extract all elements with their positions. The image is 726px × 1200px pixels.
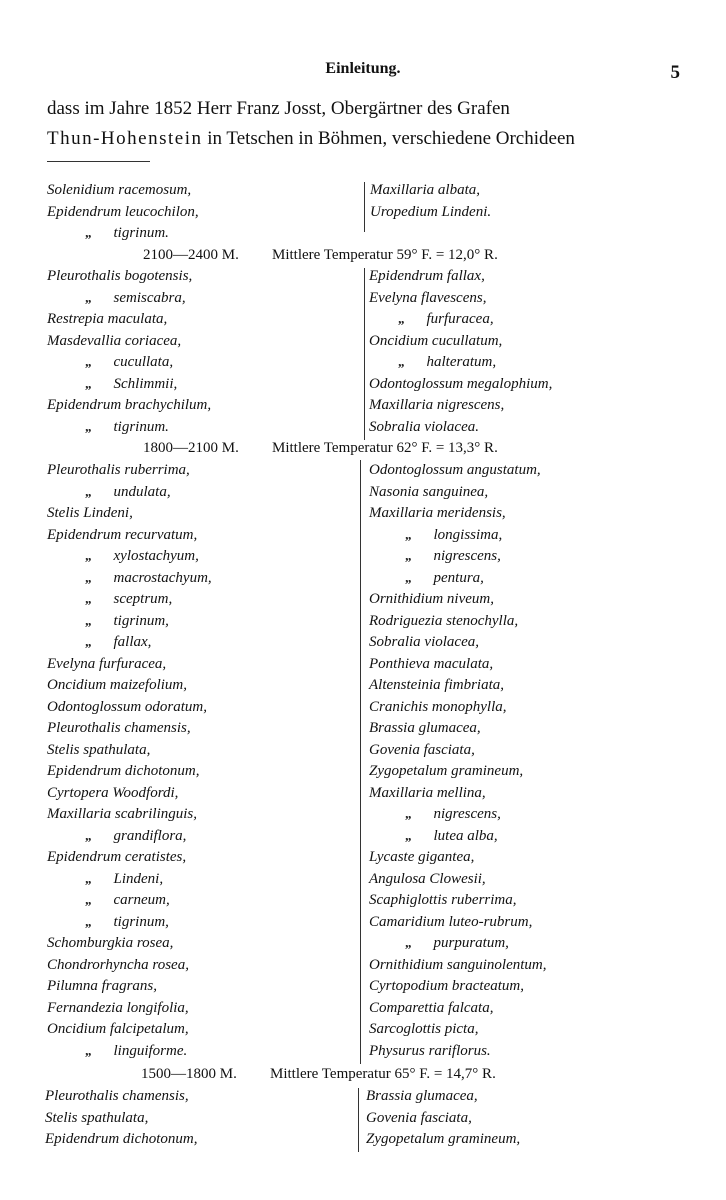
species-name: xylostachyum, — [113, 548, 199, 564]
altitude-range: 1800—2100 M. — [143, 440, 239, 456]
species-entry — [47, 718, 191, 738]
species-name: semiscabra, — [113, 289, 186, 306]
species-entry — [369, 266, 485, 286]
species-name: Cranichis monophylla, — [369, 698, 507, 715]
ditto-mark: „ — [85, 375, 92, 391]
species-name: Lindeni, — [113, 870, 164, 887]
species-name: Chondrorhyncha rosea, — [47, 956, 189, 973]
species-name: fallax, — [113, 634, 152, 650]
intro-line-1: dass im Jahre 1852 Herr Franz Josst, Obergärtner des Grafen — [47, 98, 510, 119]
species-entry — [405, 826, 498, 846]
ditto-mark: „ — [405, 827, 412, 843]
species-entry — [369, 417, 479, 437]
species-entry — [369, 331, 502, 351]
species-entry — [47, 933, 173, 953]
intro-line-2-rest: in Tetschen in Böhmen, verschiedene Orchideen — [202, 128, 575, 149]
ditto-mark: „ — [85, 892, 92, 907]
species-name: Altensteinia fimbriata, — [369, 677, 504, 693]
species-entry — [45, 1129, 197, 1149]
species-entry — [369, 675, 504, 695]
species-name: Sarcoglottis picta, — [369, 1021, 479, 1037]
species-entry — [369, 503, 506, 523]
species-name: Govenia fasciata, — [366, 1109, 472, 1126]
column-divider — [364, 182, 365, 232]
species-entry — [47, 460, 190, 480]
species-entry — [47, 309, 167, 329]
species-name: Camaridium luteo-rubrum, — [369, 913, 533, 930]
intro-line-2 — [47, 128, 681, 150]
species-name: Oncidium cucullatum, — [369, 332, 503, 349]
species-name: Fernandezia longifolia, — [47, 999, 189, 1016]
species-name: nigrescens, — [433, 548, 501, 564]
species-entry — [45, 1086, 189, 1106]
species-name: Pleurothalis bogotensis, — [47, 268, 193, 284]
species-name: sceptrum, — [113, 591, 173, 607]
ditto-mark: „ — [85, 225, 92, 240]
species-entry — [47, 202, 199, 222]
species-entry — [47, 998, 189, 1018]
species-entry — [405, 804, 501, 824]
species-name: Odontoglossum angustatum, — [369, 462, 541, 478]
ditto-mark: „ — [85, 483, 92, 499]
species-entry — [85, 417, 169, 437]
species-entry — [85, 546, 199, 566]
species-entry — [85, 589, 172, 609]
species-name: Maxillaria nigrescens, — [369, 397, 505, 413]
species-name: nigrescens, — [433, 806, 501, 822]
species-entry — [369, 1019, 478, 1039]
species-entry — [47, 525, 197, 545]
species-name: tigrinum, — [113, 913, 169, 930]
species-entry — [405, 933, 509, 953]
species-name: Epidendrum leucochilon, — [47, 203, 199, 220]
species-entry — [45, 1108, 148, 1128]
species-name: Uropedium Lindeni. — [370, 203, 492, 220]
species-entry — [369, 847, 474, 867]
species-name: Pleurothalis chamensis, — [47, 720, 191, 736]
species-name: Nasonia sanguinea, — [369, 483, 489, 500]
species-entry — [369, 611, 518, 631]
species-entry — [85, 912, 169, 932]
running-header — [0, 60, 726, 84]
species-entry — [47, 976, 157, 996]
species-name: Sobralia violacea. — [369, 418, 479, 435]
species-entry — [47, 654, 166, 674]
species-entry — [369, 740, 475, 760]
species-entry — [47, 783, 178, 803]
ditto-mark: „ — [398, 311, 405, 326]
species-name: furfuracea, — [426, 311, 494, 327]
species-name: tigrinum. — [113, 225, 169, 241]
species-name: Oncidium falcipetalum, — [47, 1021, 189, 1037]
ditto-mark: „ — [85, 1042, 92, 1058]
species-name: Masdevallia coriacea, — [47, 332, 182, 349]
species-entry — [85, 568, 212, 588]
ditto-mark: „ — [85, 827, 92, 843]
species-name: Brassia glumacea, — [369, 720, 481, 736]
species-entry — [405, 525, 502, 545]
species-entry — [366, 1086, 478, 1106]
ditto-mark: „ — [405, 548, 412, 563]
species-name: Schlimmii, — [113, 375, 178, 392]
species-name: grandiflora, — [113, 827, 187, 844]
species-entry — [398, 309, 494, 329]
species-entry — [366, 1129, 520, 1149]
temperature-text: Mittlere Temperatur 62° F. = 13,3° R. — [272, 440, 498, 456]
altitude-range: 1500—1800 M. — [141, 1066, 237, 1082]
species-entry — [85, 611, 169, 631]
species-entry — [369, 869, 486, 889]
species-name: Zygopetalum gramineum, — [366, 1131, 521, 1147]
ditto-mark: „ — [405, 935, 412, 950]
ditto-mark: „ — [398, 354, 405, 369]
species-entry — [85, 223, 169, 243]
species-entry — [85, 288, 186, 308]
species-entry — [85, 826, 186, 846]
species-name: Epidendrum dichotonum, — [47, 763, 200, 779]
ditto-mark: „ — [85, 634, 92, 649]
species-name: Zygopetalum gramineum, — [369, 763, 524, 779]
species-entry — [47, 503, 133, 523]
species-entry — [405, 568, 484, 588]
species-name: Ponthieva maculata, — [369, 655, 494, 672]
species-name: Oncidium maizefolium, — [47, 677, 187, 693]
ditto-mark: „ — [85, 418, 92, 434]
temperature-band-2 — [0, 440, 726, 460]
species-name: tigrinum. — [113, 418, 169, 435]
species-entry — [369, 718, 481, 738]
species-entry — [369, 374, 552, 394]
species-name: pentura, — [433, 569, 484, 586]
chapter-title: Einleitung. — [325, 60, 401, 77]
species-entry — [85, 482, 171, 502]
species-name: carneum, — [113, 892, 170, 908]
species-name: Cyrtopera Woodfordi, — [47, 784, 179, 801]
temperature-text: Mittlere Temperatur 59° F. = 12,0° R. — [272, 247, 498, 263]
species-entry — [369, 654, 493, 674]
species-entry — [47, 955, 189, 975]
species-name: Physurus rariflorus. — [369, 1042, 491, 1059]
species-name: Epidendrum ceratistes, — [47, 849, 187, 865]
species-entry — [85, 374, 177, 394]
species-name: purpuratum, — [433, 935, 509, 951]
species-name: Govenia fasciata, — [369, 741, 475, 758]
species-name: macrostachyum, — [113, 569, 212, 586]
species-entry — [47, 331, 181, 351]
species-name: Angulosa Clowesii, — [369, 870, 486, 887]
species-name: Evelyna furfuracea, — [47, 655, 167, 672]
species-name: Comparettia falcata, — [369, 999, 494, 1016]
species-name: Brassia glumacea, — [366, 1088, 478, 1104]
species-entry — [369, 632, 479, 652]
column-divider — [364, 268, 365, 440]
species-entry — [47, 761, 199, 781]
species-entry — [369, 482, 488, 502]
column-divider — [360, 460, 361, 1064]
species-name: Maxillaria scabrilinguis, — [47, 806, 197, 822]
ditto-mark: „ — [85, 913, 92, 929]
species-entry — [369, 998, 493, 1018]
species-name: Evelyna flavescens, — [369, 289, 487, 306]
ditto-mark: „ — [405, 806, 412, 821]
ditto-mark: „ — [85, 289, 92, 305]
ditto-mark: „ — [85, 591, 92, 606]
ditto-mark: „ — [85, 548, 92, 563]
species-entry — [398, 352, 496, 372]
separator-rule — [47, 161, 150, 162]
species-entry — [47, 697, 207, 717]
temperature-band-1 — [0, 247, 726, 267]
column-divider — [358, 1088, 359, 1152]
intro-spaced-name: Thun-Hohenstein — [47, 128, 203, 149]
species-entry — [47, 740, 150, 760]
species-entry — [370, 202, 491, 222]
temperature-band-3 — [0, 1066, 726, 1086]
species-entry — [47, 180, 191, 200]
species-entry — [369, 1041, 491, 1061]
species-name: undulata, — [113, 483, 171, 500]
species-name: lutea alba, — [433, 827, 498, 844]
species-entry — [369, 783, 486, 803]
species-name: Pleurothalis ruberrima, — [47, 462, 190, 478]
species-name: linguiforme. — [113, 1042, 188, 1059]
species-name: Odontoglossum odoratum, — [47, 698, 208, 715]
ditto-mark: „ — [85, 569, 92, 585]
species-name: Maxillaria albata, — [370, 182, 480, 198]
species-name: Scaphiglottis ruberrima, — [369, 892, 517, 908]
species-name: Odontoglossum megalophium, — [369, 375, 553, 392]
species-entry — [85, 1041, 187, 1061]
species-name: Stelis spathulata, — [47, 741, 151, 758]
species-entry — [369, 697, 507, 717]
species-name: Maxillaria meridensis, — [369, 505, 506, 521]
ditto-mark: „ — [405, 569, 412, 585]
species-entry — [85, 869, 163, 889]
species-name: Cyrtopodium bracteatum, — [369, 978, 524, 994]
species-name: Pleurothalis chamensis, — [45, 1088, 189, 1104]
species-entry — [369, 976, 524, 996]
species-entry — [47, 266, 192, 286]
species-entry — [405, 546, 501, 566]
species-name: Epidendrum recurvatum, — [47, 526, 198, 543]
species-name: Ornithidium sanguinolentum, — [369, 956, 547, 973]
ditto-mark: „ — [85, 870, 92, 886]
species-entry — [47, 847, 186, 867]
species-entry — [369, 589, 494, 609]
species-entry — [369, 460, 541, 480]
species-name: Ornithidium niveum, — [369, 591, 494, 607]
species-name: longissima, — [433, 526, 503, 543]
species-entry — [47, 675, 187, 695]
ditto-mark: „ — [85, 354, 92, 369]
species-entry — [369, 912, 532, 932]
species-name: Epidendrum brachychilum, — [47, 397, 212, 413]
page-number: 5 — [670, 62, 680, 83]
species-entry — [47, 395, 211, 415]
species-name: Schomburgkia rosea, — [47, 935, 174, 951]
temperature-text: Mittlere Temperatur 65° F. = 14,7° R. — [270, 1066, 496, 1082]
species-entry — [369, 395, 504, 415]
species-entry — [47, 1019, 189, 1039]
species-name: Stelis Lindeni, — [47, 505, 133, 521]
altitude-range: 2100—2400 M. — [143, 247, 239, 263]
species-name: Rodriguezia stenochylla, — [369, 612, 519, 629]
species-name: Stelis spathulata, — [45, 1109, 149, 1126]
ditto-mark: „ — [405, 526, 412, 542]
species-name: Epidendrum dichotonum, — [45, 1131, 198, 1147]
species-name: tigrinum, — [113, 612, 169, 629]
species-name: Sobralia violacea, — [369, 634, 479, 650]
species-entry — [369, 288, 486, 308]
species-name: halteratum, — [426, 354, 497, 370]
ditto-mark: „ — [85, 612, 92, 628]
species-name: Maxillaria mellina, — [369, 784, 486, 801]
species-entry — [369, 890, 517, 910]
species-entry — [370, 180, 480, 200]
species-entry — [369, 761, 523, 781]
species-entry — [85, 352, 173, 372]
species-entry — [47, 804, 197, 824]
species-entry — [85, 632, 151, 652]
species-name: Pilumna fragrans, — [47, 978, 158, 994]
species-entry — [366, 1108, 472, 1128]
species-name: cucullata, — [113, 354, 174, 370]
species-name: Restrepia maculata, — [47, 311, 168, 327]
species-entry — [85, 890, 170, 910]
species-name: Lycaste gigantea, — [369, 849, 475, 865]
species-name: Epidendrum fallax, — [369, 268, 485, 284]
species-entry — [369, 955, 547, 975]
species-name: Solenidium racemosum, — [47, 182, 192, 198]
